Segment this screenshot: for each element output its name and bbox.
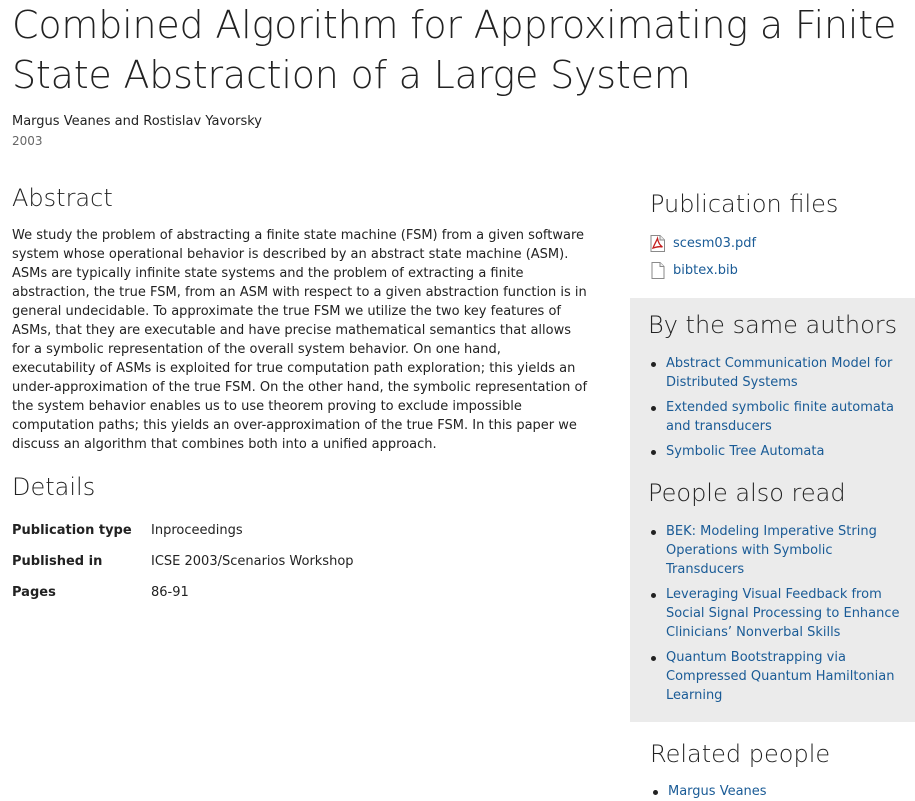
- related-people-list: [650, 782, 905, 801]
- same-authors-heading: By the same authors: [648, 311, 898, 339]
- file-link-bib[interactable]: bibtex.bib: [673, 263, 738, 278]
- detail-value: Inproceedings: [151, 523, 243, 538]
- list-item: [648, 354, 903, 392]
- file-link-pdf[interactable]: scesm03.pdf: [673, 236, 757, 251]
- abstract-text: We study the problem of abstracting a finite state machine (FSM) from a given software system whose operational behavior is described by an abstract state machine (ASM). ASMs are typically infinite state systems and the problem of extracting a finite abstraction, the true FSM, from an ASM with respect to a given abstraction function is in general undecidable. To approximate the true FSM we utilize the two key features of ASMs, that they are executable and have precise mathematical semantics that allows for a symbolic representation of the overall system behavior. On one hand, executability of ASMs is exploited for true computation path exploration; this yields an under-approximation of the true FSM. On the other hand, the symbolic representation of the system behavior enables us to use theorem proving to exclude impossible computation paths; this yields an over-approximation of the true FSM. In this paper we discuss an algorithm that combines both into a unified approach.: [12, 228, 588, 452]
- authors: Margus Veanes and Rostislav Yavorsky: [12, 114, 262, 129]
- also-read-link[interactable]: BEK: Modeling Imperative String Operations with Symbolic Transducers: [666, 524, 877, 577]
- pdf-file-icon: [650, 235, 666, 256]
- list-item: [650, 782, 905, 801]
- detail-value: ICSE 2003/Scenarios Workshop: [151, 554, 354, 569]
- page-title: Combined Algorithm for Approximating a Finite State Abstraction of a Large System: [12, 3, 897, 97]
- list-item: [648, 648, 903, 705]
- publication-year: 2003: [12, 134, 43, 148]
- list-item: [648, 398, 903, 436]
- same-authors-list: [648, 354, 903, 467]
- related-person-link[interactable]: Margus Veanes: [668, 784, 767, 799]
- same-authors-link[interactable]: Extended symbolic finite automata and transducers: [666, 400, 894, 434]
- publication-files-heading: Publication files: [650, 190, 839, 218]
- list-item: [648, 585, 903, 642]
- abstract-heading: Abstract: [12, 184, 113, 212]
- detail-value: 86-91: [151, 585, 189, 600]
- related-people-heading: Related people: [650, 740, 831, 768]
- detail-label: Published in: [12, 554, 103, 569]
- also-read-link[interactable]: Leveraging Visual Feedback from Social Signal Processing to Enhance Clinicians’ Nonverbal Skills: [666, 587, 900, 640]
- details-heading: Details: [12, 473, 96, 501]
- detail-label: Pages: [12, 585, 56, 600]
- detail-label: Publication type: [12, 523, 132, 538]
- list-item: [648, 442, 903, 461]
- also-read-link[interactable]: Quantum Bootstrapping via Compressed Quantum Hamiltonian Learning: [666, 650, 895, 703]
- people-also-read-heading: People also read: [648, 479, 846, 507]
- same-authors-link[interactable]: Abstract Communication Model for Distributed Systems: [666, 356, 893, 390]
- same-authors-link[interactable]: Symbolic Tree Automata: [666, 444, 825, 459]
- list-item: [648, 522, 903, 579]
- people-also-read-list: [648, 522, 903, 711]
- document-file-icon: [650, 262, 666, 283]
